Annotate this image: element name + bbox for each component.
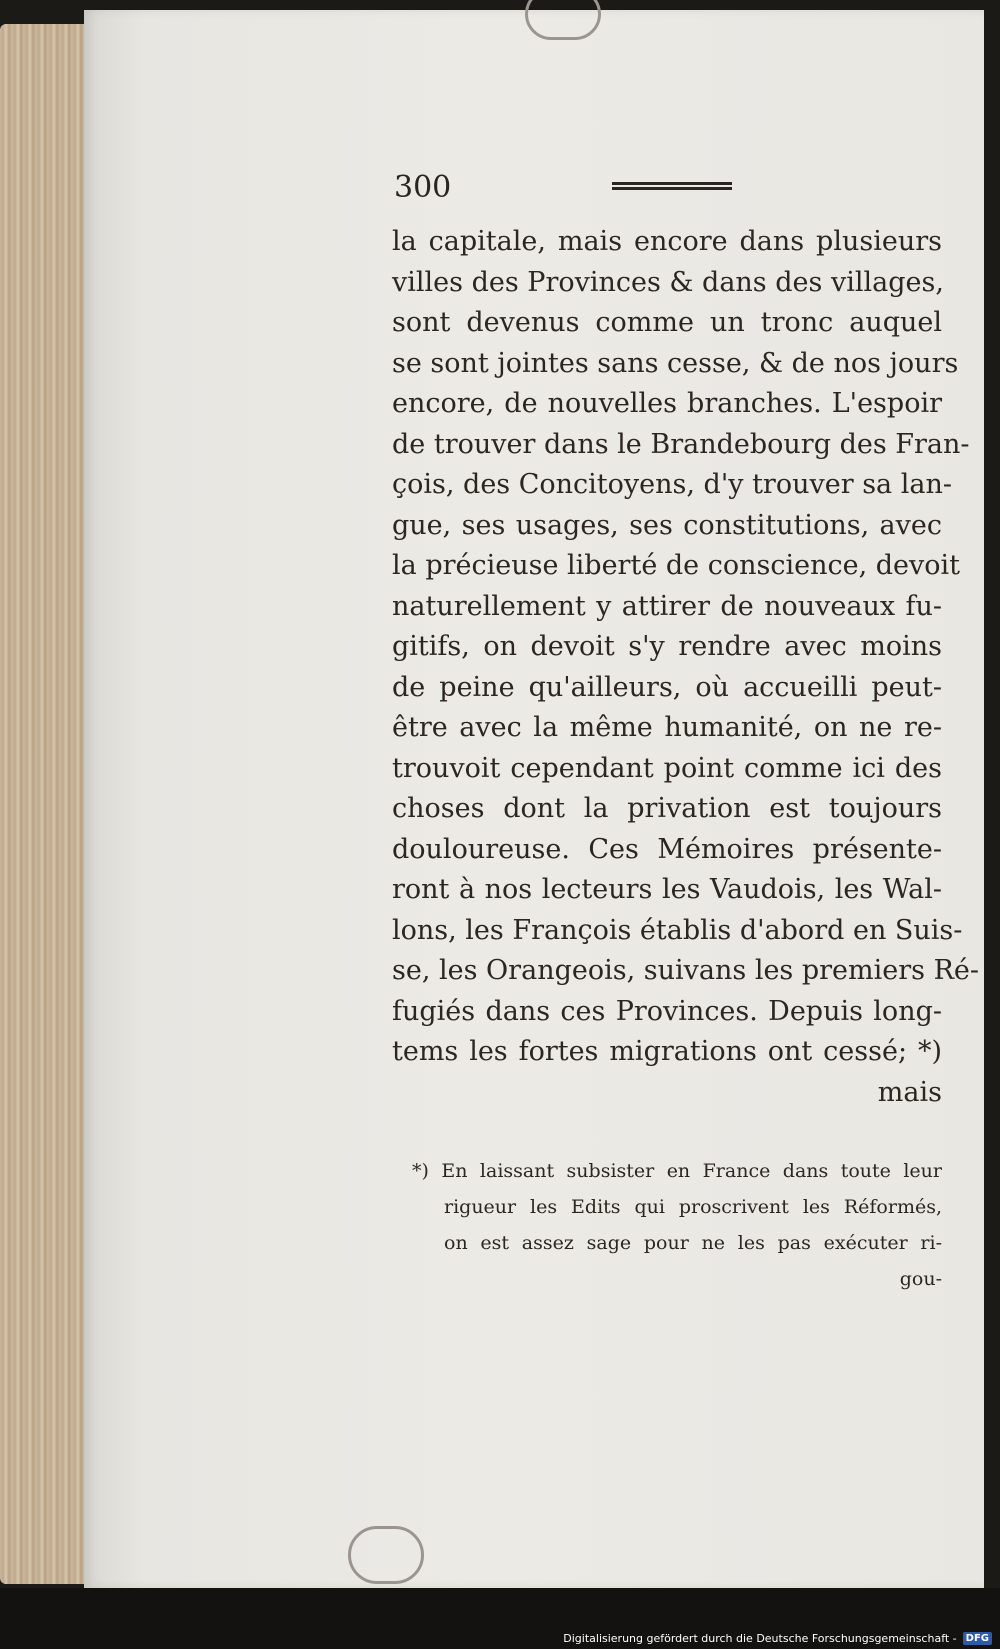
body-line: la capitale, mais encore dans plusieurs xyxy=(392,226,942,257)
body-line: fugiés dans ces Provinces. Depuis long- xyxy=(392,995,942,1027)
digitization-footer xyxy=(563,1630,992,1647)
body-line: choses dont la privation est toujours xyxy=(392,793,942,824)
footer-credit: Digitalisierung gefördert durch die Deutsche Forschungsgemeinschaft - xyxy=(563,1632,957,1645)
body-line: être avec la même humanité, on ne re- xyxy=(392,712,942,743)
body-line: sont devenus comme un tronc auquel xyxy=(392,307,942,338)
body-line: tems les fortes migrations ont cessé; *) xyxy=(392,1036,942,1067)
page-number: 300 xyxy=(394,170,452,205)
body-line: trouvoit cependant point comme ici des xyxy=(392,752,942,784)
body-line: çois, des Concitoyens, d'y trouver sa lan- xyxy=(392,469,952,500)
book-clip-bottom xyxy=(348,1526,424,1584)
body-line: encore, de nouvelles branches. L'espoir xyxy=(392,388,942,419)
body-line: douloureuse. Ces Mémoires présente- xyxy=(392,833,942,865)
body-line: lons, les François établis d'abord en Suis- xyxy=(392,914,963,946)
body-line: gitifs, on devoit s'y rendre avec moins xyxy=(392,631,942,662)
body-line: la précieuse liberté de conscience, devoit xyxy=(392,550,960,581)
body-line: naturellement y attirer de nouveaux fu- xyxy=(392,590,942,622)
page-header xyxy=(394,170,940,206)
catchword: mais xyxy=(877,1076,942,1108)
body-line: de peine qu'ailleurs, où accueilli peut- xyxy=(392,671,942,703)
dfg-logo: DFG xyxy=(963,1632,992,1645)
footnote-line: *) En laissant subsister en France dans toute leur xyxy=(412,1160,942,1182)
body-line: gue, ses usages, ses constitutions, avec xyxy=(392,509,942,541)
body-text xyxy=(392,222,980,1113)
footnote xyxy=(392,1153,942,1297)
body-line: se, les Orangeois, suivans les premiers Ré- xyxy=(392,955,980,986)
body-line: villes des Provinces & dans des villages, xyxy=(392,266,944,298)
header-rule xyxy=(612,182,732,190)
book-page-edges xyxy=(0,24,92,1584)
body-line: ront à nos lecteurs les Vaudois, les Wal- xyxy=(392,874,942,905)
footnote-catchword: gou- xyxy=(899,1268,942,1290)
footnote-line: rigueur les Edits qui proscrivent les Réformés, xyxy=(444,1196,942,1218)
footnote-line: on est assez sage pour ne les pas exécuter ri- xyxy=(444,1232,942,1254)
body-line: de trouver dans le Brandebourg des Fran- xyxy=(392,428,970,460)
body-line: se sont jointes sans cesse, & de nos jours xyxy=(392,347,959,379)
book-clip-top xyxy=(525,0,601,40)
